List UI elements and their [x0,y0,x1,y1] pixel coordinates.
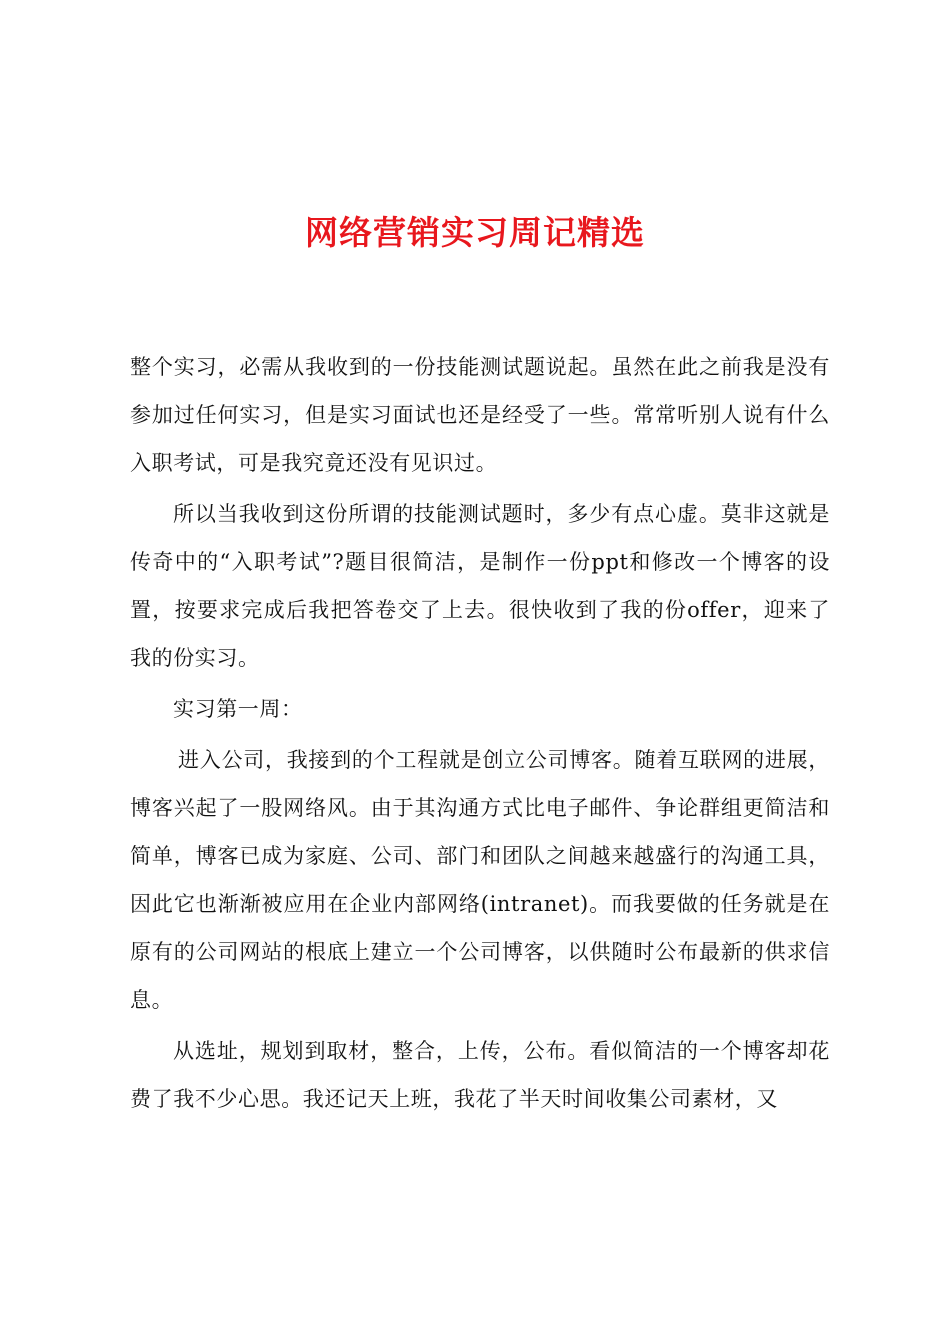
paragraph-1: 整个实习，必需从我收到的一份技能测试题说起。虽然在此之前我是没有参加过任何实习，但是实习面试也还是经受了一些。常常听别人说有什么入职考试，可是我究竟还没有见识过。 [130,355,830,475]
paragraph-3: 进入公司，我接到的个工程就是创立公司博客。随着互联网的进展，博客兴起了一股网络风。由于其沟通方式比电子邮件、争论群组更简洁和简单，博客已成为家庭、公司、部门和团队之间越来越盛行的沟通工具，因此它也渐渐被应用在企业内部网络(intranet)。而我要做的任务就是在原有的公司网站的根底上建立一个公司博客，以供随时公布最新的供求信息。 [130,748,830,1012]
section-heading-week-1: 实习第一周： [173,697,303,721]
paragraph-2: 所以当我收到这份所谓的技能测试题时，多少有点心虚。莫非这就是传奇中的“入职考试”?题目很简洁，是制作一份ppt和修改一个博客的设置，按要求完成后我把答卷交了上去。很快收到了我的份offer，迎来了我的份实习。 [130,502,830,670]
document-body [130,343,830,1123]
document-title: 网络营销实习周记精选 [305,213,645,252]
paragraph-4: 从选址，规划到取材，整合，上传，公布。看似简洁的一个博客却花费了我不少心思。我还记天上班，我花了半天时间收集公司素材，又 [130,1039,830,1111]
